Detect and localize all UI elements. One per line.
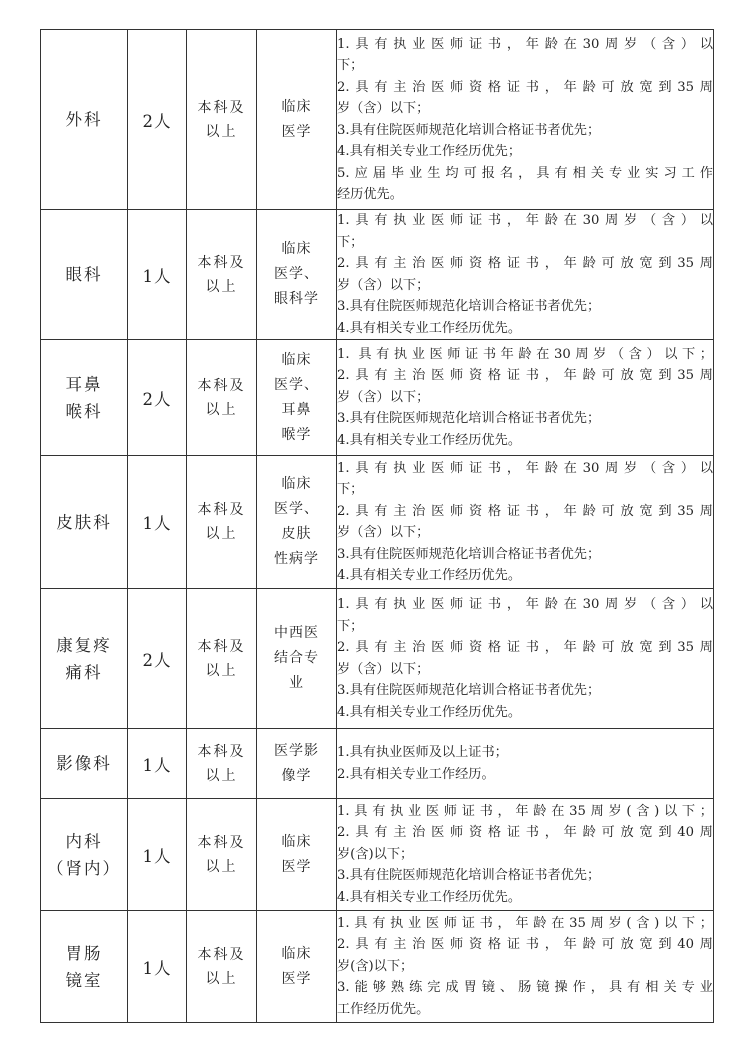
requirement-line: 2.具有相关专业工作经历。	[337, 766, 495, 782]
requirement-line: 岁（含）以下；	[337, 389, 430, 405]
education-requirement: 本科及	[197, 743, 246, 760]
requirement-line: 下；	[337, 618, 364, 634]
table-row	[41, 589, 714, 729]
education-cell	[187, 456, 257, 589]
headcount-cell	[128, 210, 187, 340]
department-cell	[41, 210, 128, 340]
major-cell	[257, 589, 337, 729]
requirement-line: 岁（含）以下；	[337, 661, 430, 677]
education-cell	[187, 589, 257, 729]
major-requirement: 临床	[281, 833, 312, 850]
requirements-cell	[337, 210, 714, 340]
requirement-line: 工作经历优先。	[337, 1001, 430, 1017]
requirement-line: 下；	[337, 234, 364, 250]
major-requirement: 临床	[281, 98, 312, 115]
requirement-line: 3.具有住院医师规范化培训合格证书者优先；	[337, 546, 601, 562]
education-requirement: 以上	[205, 662, 238, 679]
major-cell	[257, 729, 337, 799]
major-cell	[257, 30, 337, 210]
headcount-cell	[128, 30, 187, 210]
requirement-line: 2.具有主治医师资格证书，年龄可放宽到40周	[337, 937, 713, 953]
department-name: （肾内）	[47, 858, 121, 878]
requirement-line: 4.具有相关专业工作经历优先。	[337, 432, 522, 448]
headcount: 2人	[142, 650, 172, 670]
department-name: 镜室	[65, 970, 103, 990]
requirement-line: 1.具有执业医师及以上证书；	[337, 745, 508, 760]
requirement-line: 2.具有主治医师资格证书，年龄可放宽到35周	[337, 79, 713, 95]
major-requirement: 医学	[281, 970, 312, 987]
headcount-cell	[128, 340, 187, 456]
department-name: 喉科	[65, 401, 103, 421]
requirement-line: 3.具有住院医师规范化培训合格证书者优先；	[337, 299, 601, 314]
table-row	[41, 456, 714, 589]
education-requirement: 本科及	[197, 99, 246, 116]
department-cell	[41, 589, 128, 729]
headcount: 1人	[142, 958, 172, 978]
headcount-cell	[128, 589, 187, 729]
requirement-line: 2.具有主治医师资格证书，年龄可放宽到35周	[337, 368, 713, 384]
requirement-line: 1.具有执业医师证书，年龄在30周岁（含）以	[337, 213, 713, 228]
requirement-line: 3.具有住院医师规范化培训合格证书者优先；	[337, 683, 601, 698]
department-cell	[41, 799, 128, 911]
major-requirement: 临床	[281, 351, 312, 368]
major-requirement: 临床	[281, 945, 312, 962]
major-requirement: 医学、	[274, 266, 319, 282]
department-name: 胃肠	[65, 943, 103, 963]
table-row	[41, 340, 714, 456]
major-cell	[257, 340, 337, 456]
requirement-line: 2.具有主治医师资格证书，年龄可放宽到35周	[337, 640, 713, 655]
headcount: 1人	[142, 846, 172, 866]
table-body	[41, 30, 714, 1023]
requirements-cell	[337, 30, 714, 210]
department-name: 外科	[65, 110, 103, 129]
major-requirement: 中西医	[274, 625, 319, 641]
education-requirement: 以上	[205, 767, 238, 784]
table-row	[41, 729, 714, 799]
requirement-line: 岁(含)以下；	[337, 846, 414, 862]
headcount: 1人	[142, 755, 172, 775]
major-requirement: 医学、	[274, 501, 319, 517]
requirements-cell	[337, 799, 714, 911]
table-row	[41, 799, 714, 911]
requirement-line: 1.具有执业医师证书，年龄在30周岁（含）以	[337, 36, 713, 52]
education-cell	[187, 30, 257, 210]
headcount: 1人	[142, 514, 172, 533]
table-row	[41, 210, 714, 340]
requirement-line: 5.应届毕业生均可报名，具有相关专业实习工作	[337, 165, 713, 181]
requirement-line: 2.具有主治医师资格证书，年龄可放宽到40周	[337, 825, 713, 841]
major-requirement: 医学	[281, 858, 312, 875]
requirement-line: 1.具有执业医师证书，年龄在35周岁(含)以下；	[337, 915, 713, 931]
requirement-line: 1. 具有执业医师证书年龄在30周岁（含）以下；	[337, 346, 713, 362]
department-cell	[41, 340, 128, 456]
major-requirement: 喉学	[281, 426, 312, 443]
requirements-cell	[337, 589, 714, 729]
requirement-line: 4.具有相关专业工作经历优先。	[337, 704, 522, 720]
major-requirement: 临床	[281, 241, 312, 257]
major-cell	[257, 799, 337, 911]
major-requirement: 结合专	[274, 650, 319, 666]
major-requirement: 医学影	[274, 742, 319, 759]
headcount: 2人	[142, 111, 172, 131]
major-requirement: 性病学	[274, 551, 319, 567]
requirement-line: 4.具有相关专业工作经历优先。	[337, 568, 522, 583]
requirement-line: 岁(含)以下；	[337, 958, 414, 974]
requirement-line: 1.具有执业医师证书，年龄在30周岁（含）以	[337, 460, 713, 476]
department-name: 皮肤科	[56, 512, 112, 532]
major-requirement: 耳鼻	[281, 401, 312, 418]
education-requirement: 本科及	[197, 946, 246, 963]
requirement-line: 3.具有住院医师规范化培训合格证书者优先；	[337, 868, 601, 884]
requirements-cell	[337, 340, 714, 456]
table-row	[41, 911, 714, 1023]
headcount: 1人	[142, 266, 172, 286]
education-requirement: 本科及	[197, 834, 246, 851]
education-requirement: 以上	[205, 401, 238, 418]
major-requirement: 医学、	[274, 376, 319, 393]
education-requirement: 以上	[205, 278, 238, 295]
requirement-line: 3.具有住院医师规范化培训合格证书者优先；	[337, 411, 601, 427]
education-requirement: 以上	[205, 970, 238, 987]
major-requirement: 像学	[281, 767, 312, 784]
major-requirement: 临床	[281, 476, 312, 492]
headcount-cell	[128, 799, 187, 911]
major-cell	[257, 210, 337, 340]
requirement-line: 1.具有执业医师证书，年龄在30周岁（含）以	[337, 597, 713, 612]
education-cell	[187, 340, 257, 456]
education-requirement: 以上	[205, 858, 238, 875]
requirement-line: 下；	[337, 58, 364, 73]
requirements-cell	[337, 911, 714, 1023]
department-cell	[41, 729, 128, 799]
requirements-cell	[337, 456, 714, 589]
education-requirement: 本科及	[197, 638, 246, 655]
requirement-line: 岁（含）以下；	[337, 101, 430, 116]
headcount-cell	[128, 911, 187, 1023]
education-requirement: 以上	[205, 526, 238, 542]
requirement-line: 1.具有执业医师证书，年龄在35周岁(含)以下；	[337, 803, 713, 819]
headcount-cell	[128, 456, 187, 589]
department-name: 影像科	[56, 754, 112, 773]
education-requirement: 本科及	[197, 254, 246, 271]
department-cell	[41, 911, 128, 1023]
requirement-line: 4.具有相关专业工作经历优先。	[337, 889, 522, 905]
requirement-line: 岁（含）以下；	[337, 525, 430, 540]
education-requirement: 以上	[205, 123, 238, 140]
major-cell	[257, 911, 337, 1023]
education-cell	[187, 799, 257, 911]
headcount: 2人	[142, 389, 172, 409]
education-requirement: 本科及	[197, 502, 246, 518]
major-requirement: 业	[289, 675, 304, 691]
headcount-cell	[128, 729, 187, 799]
department-cell	[41, 30, 128, 210]
department-name: 痛科	[65, 662, 103, 682]
requirement-line: 3.能够熟练完成胃镜、肠镜操作，具有相关专业	[337, 980, 713, 996]
requirement-line: 经历优先。	[337, 187, 403, 202]
education-cell	[187, 911, 257, 1023]
requirement-line: 2.具有主治医师资格证书，年龄可放宽到35周	[337, 503, 713, 519]
requirement-line: 2.具有主治医师资格证书，年龄可放宽到35周	[337, 256, 713, 271]
education-cell	[187, 729, 257, 799]
major-cell	[257, 456, 337, 589]
department-name: 内科	[65, 831, 103, 851]
department-name: 康复疼	[56, 635, 112, 655]
major-requirement: 眼科学	[274, 291, 319, 307]
education-cell	[187, 210, 257, 340]
requirement-line: 4.具有相关专业工作经历优先。	[337, 320, 522, 336]
table-row	[41, 30, 714, 210]
requirement-line: 岁（含）以下；	[337, 277, 430, 293]
requirement-line: 4.具有相关专业工作经历优先；	[337, 144, 522, 159]
recruitment-table	[40, 29, 714, 1023]
education-requirement: 本科及	[197, 377, 246, 394]
major-requirement: 医学	[281, 123, 312, 140]
requirement-line: 下；	[337, 482, 364, 497]
department-cell	[41, 456, 128, 589]
department-name: 眼科	[65, 265, 103, 284]
requirements-cell	[337, 729, 714, 799]
requirement-line: 3.具有住院医师规范化培训合格证书者优先；	[337, 122, 601, 138]
department-name: 耳鼻	[65, 374, 103, 394]
major-requirement: 皮肤	[281, 526, 312, 542]
